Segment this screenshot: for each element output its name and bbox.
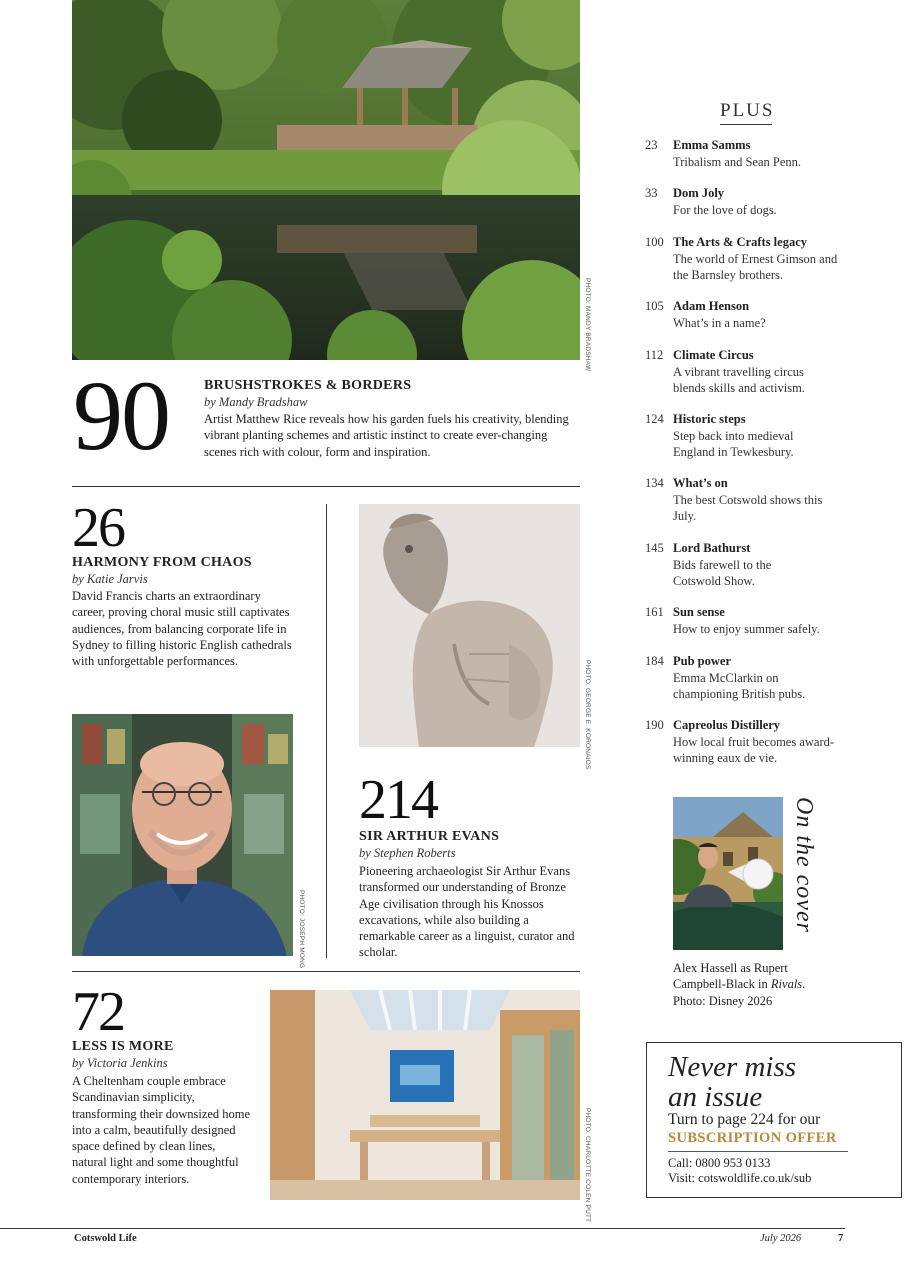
item-desc: How local fruit becomes award-winning eaux de vie. xyxy=(673,735,835,765)
item-title: Emma Samms xyxy=(673,138,751,152)
page-number: 72 xyxy=(72,981,124,1043)
item-page: 33 xyxy=(645,186,658,200)
item-page: 105 xyxy=(645,299,664,313)
portrait-photo xyxy=(72,714,293,956)
contents-item[interactable] xyxy=(645,235,895,285)
item-page: 145 xyxy=(645,541,664,555)
plus-heading: PLUS xyxy=(720,100,775,121)
item-title: Adam Henson xyxy=(673,299,750,313)
divider xyxy=(72,971,580,972)
feature-title: SIR ARTHUR EVANS xyxy=(359,829,500,844)
contents-item[interactable] xyxy=(645,605,895,639)
item-page: 124 xyxy=(645,412,664,426)
plus-underline xyxy=(720,124,772,125)
feature-standfirst: David Francis charts an extraordinary career, proving choral music still captivates audiences, from balancing corporate life in Sydney to filling historic English cathedrals with unforgettable performances. xyxy=(72,589,292,669)
footer-date: July 2026 xyxy=(760,1233,802,1244)
photo-credit: PHOTO: CHARLOTTE COLEN PUTT xyxy=(584,1108,591,1223)
minotaur-sculpture-photo xyxy=(359,504,580,747)
contents-item[interactable] xyxy=(645,348,895,398)
divider xyxy=(72,486,580,487)
item-desc: Emma McClarkin on championing British pubs. xyxy=(673,671,806,701)
contents-item[interactable] xyxy=(645,476,895,526)
cover-credit: Photo: Disney 2026 xyxy=(673,993,773,1008)
interior-photo xyxy=(270,990,580,1200)
item-title: Pub power xyxy=(673,654,731,668)
photo-credit: PHOTO: JOSEPH MONG xyxy=(298,890,305,969)
item-page: 100 xyxy=(645,235,664,249)
caption-text: Alex Hassell as Rupert Campbell-Black in xyxy=(673,961,788,992)
item-page: 134 xyxy=(645,476,664,490)
feature-standfirst: A Cheltenham couple embrace Scandinavian simplicity, transforming their downsized home into a calm, beautifully designed space defined by clean lines, natural light and some thoughtful contemporary interiors. xyxy=(72,1074,251,1186)
item-desc: What’s in a name? xyxy=(673,316,766,330)
contents-item[interactable] xyxy=(645,186,895,220)
contents-item[interactable] xyxy=(645,718,895,768)
item-desc: Bids farewell to the Cotswold Show. xyxy=(673,558,772,588)
page-number: 90 xyxy=(73,360,169,471)
contents-item[interactable] xyxy=(645,541,895,591)
feature-title: LESS IS MORE xyxy=(72,1039,174,1054)
cover-heading: On the cover xyxy=(791,797,817,933)
item-desc: Step back into medieval England in Tewkesbury. xyxy=(673,429,794,459)
item-page: 112 xyxy=(645,348,664,362)
item-desc: The best Cotswold shows this July. xyxy=(673,493,823,523)
item-title: Dom Joly xyxy=(673,186,725,200)
caption-end: . xyxy=(802,977,806,992)
item-title: Capreolus Distillery xyxy=(673,718,781,732)
item-desc: For the love of dogs. xyxy=(673,203,777,217)
item-page: 184 xyxy=(645,654,664,668)
column-divider xyxy=(326,504,327,958)
byline: by Mandy Bradshaw xyxy=(204,395,308,409)
cover-photo xyxy=(673,797,783,950)
photo-credit: PHOTO: GEORGE E. KORONAIOS xyxy=(584,660,591,770)
contents-item[interactable] xyxy=(645,654,895,704)
garden-photo xyxy=(72,0,580,360)
feature-standfirst: Pioneering archaeologist Sir Arthur Evans transformed our understanding of Bronze Age civilisation through his Knossos excavations, while also building a remarkable career as a linguist, curator and scholar. xyxy=(359,864,575,960)
item-title: What’s on xyxy=(673,476,728,490)
feature-title: HARMONY FROM CHAOS xyxy=(72,555,252,570)
phone-number[interactable]: Call: 0800 953 0133 xyxy=(668,1156,771,1170)
subscription-offer-link[interactable]: SUBSCRIPTION OFFER xyxy=(668,1130,837,1146)
item-desc: How to enjoy summer safely. xyxy=(673,622,820,636)
website-link[interactable]: Visit: cotswoldlife.co.uk/sub xyxy=(668,1171,812,1185)
feature-title: BRUSHSTROKES & BORDERS xyxy=(204,378,412,393)
item-title: Climate Circus xyxy=(673,348,754,362)
byline: by Stephen Roberts xyxy=(359,846,456,860)
footer-rule xyxy=(0,1228,845,1229)
page-number: 26 xyxy=(72,497,124,559)
item-page: 23 xyxy=(645,138,658,152)
item-desc: A vibrant travelling circus blends skills and activism. xyxy=(673,365,805,395)
byline: by Victoria Jenkins xyxy=(72,1056,168,1070)
item-page: 190 xyxy=(645,718,664,732)
item-title: Sun sense xyxy=(673,605,725,619)
item-title: Lord Bathurst xyxy=(673,541,751,555)
divider xyxy=(668,1151,848,1152)
show-title: Rivals xyxy=(770,977,803,992)
byline: by Katie Jarvis xyxy=(72,572,148,586)
item-title: Historic steps xyxy=(673,412,746,426)
photo-credit: PHOTO: MANDY BRADSHAW xyxy=(584,278,591,372)
contents-item[interactable] xyxy=(645,412,895,462)
item-page: 161 xyxy=(645,605,664,619)
subscription-box[interactable] xyxy=(646,1042,902,1198)
item-desc: The world of Ernest Gimson and the Barnsley brothers. xyxy=(673,252,838,282)
footer-magazine-name: Cotswold Life xyxy=(74,1233,137,1244)
subscription-headline-2: an issue xyxy=(668,1081,763,1113)
feature-standfirst: Artist Matthew Rice reveals how his garden fuels his creativity, blending vibrant planting schemes and artistic instinct to create ever-changing scenes rich with colour, form and inspiration. xyxy=(204,412,569,459)
contents-item[interactable] xyxy=(645,299,895,333)
item-desc: Tribalism and Sean Penn. xyxy=(673,155,802,169)
item-title: The Arts & Crafts legacy xyxy=(673,235,807,249)
cover-caption xyxy=(673,960,833,1009)
footer-page-number: 7 xyxy=(838,1233,844,1244)
subscription-headline: Never miss xyxy=(668,1051,797,1083)
contents-item[interactable] xyxy=(645,138,895,172)
page-number: 214 xyxy=(359,769,437,831)
subscription-line: Turn to page 224 for our xyxy=(668,1111,821,1128)
